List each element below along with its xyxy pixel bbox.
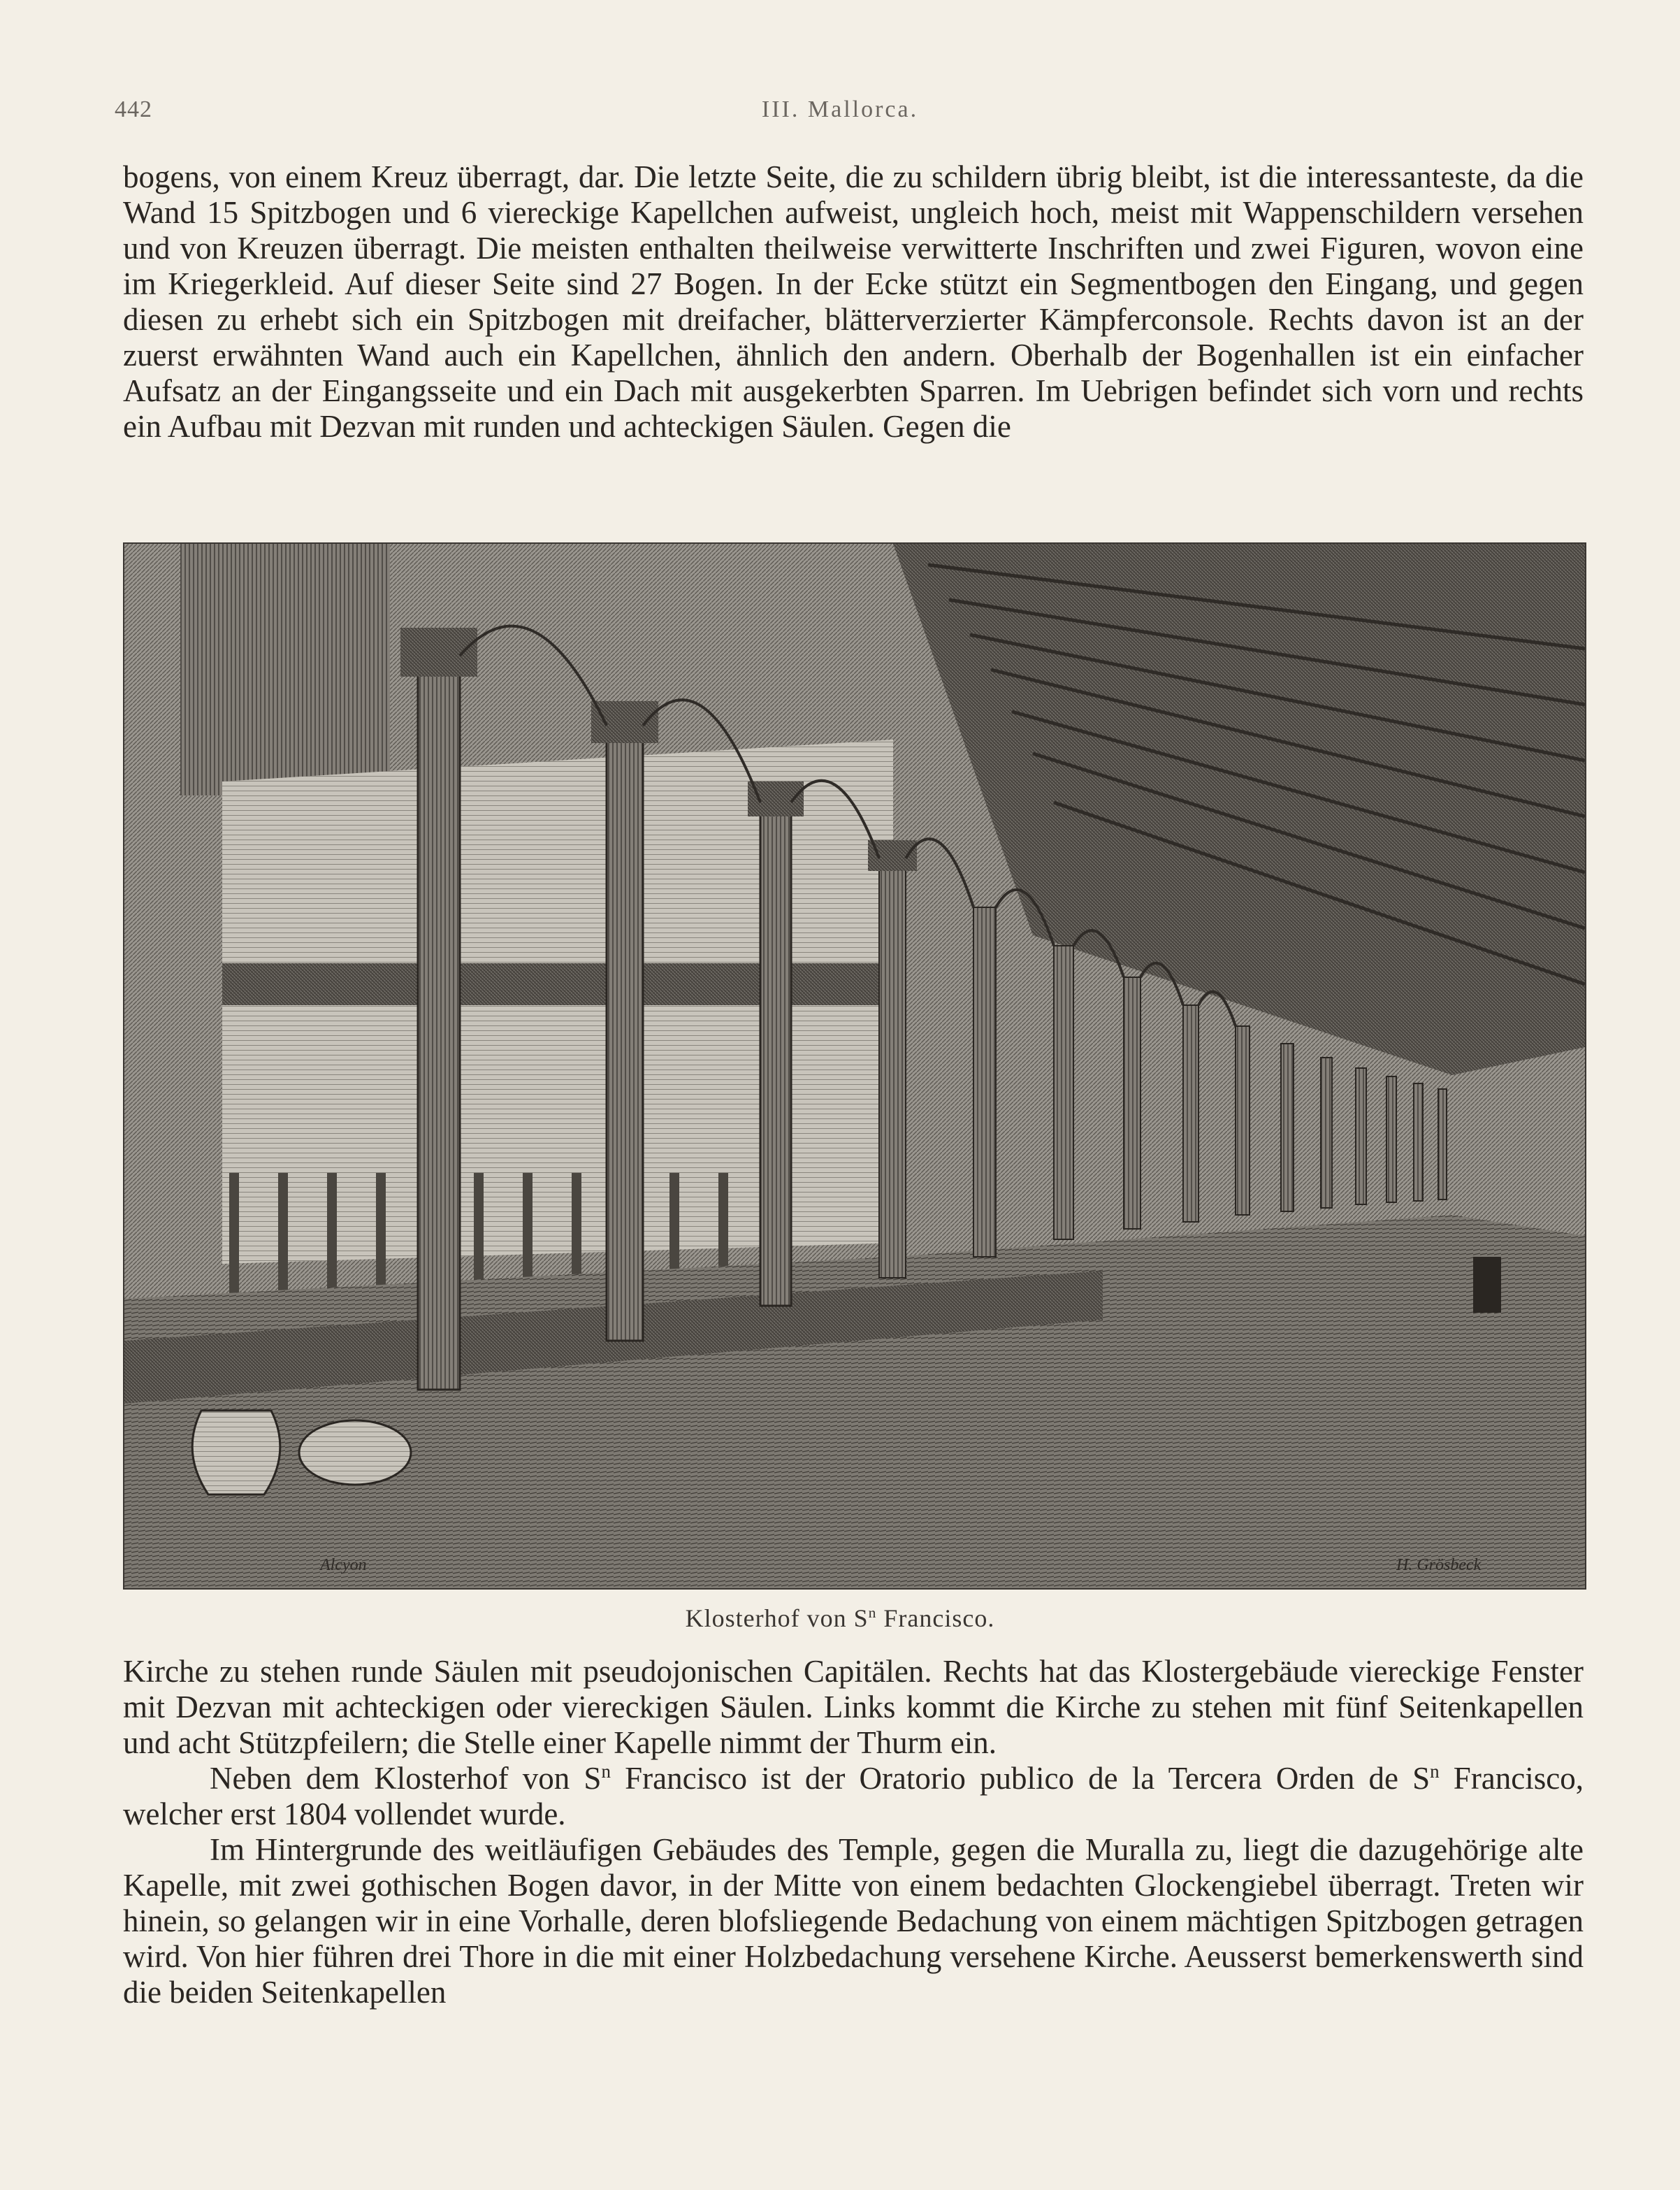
bottom-text-block: [123, 1654, 1584, 2010]
figure-caption: Klosterhof von $S^n$ Francisco.: [685, 1604, 995, 1632]
cloister-engraving: [124, 544, 1585, 1588]
chapter-title: III. Mallorca.: [761, 96, 919, 122]
upper-gallery-roof: [222, 963, 893, 1005]
paragraph: Im Hintergrunde des weitläufigen Gebäudes des Temple, gegen die Muralla zu, liegt die dazugehörige alte Kapelle, mit zwei gothischen Bogen davor, in der Mitte von einem bedachten Glockengiebel überragt. Treten wir hinein, so gelangen wir in eine Vorhalle, deren blofsliegende Bedachung von einem mächtigen Spitzbogen getragen wird. Von hier führen drei Thore in die mit einer Holzbedachung versehene Kirche. Aeusserst bemerkenswerth sind die beiden Seitenkapellen: [123, 1832, 1584, 2010]
paragraph: Kirche zu stehen runde Säulen mit pseudojonischen Capitälen. Rechts hat das Klostergebäude viereckige Fenster mit Dezvan mit achteckigen oder viereckigen Säulen. Links kommt die Kirche zu stehen mit fünf Seitenkapellen und acht Stützpfeilern; die Stelle einer Kapelle nimmt der Thurm ein.: [123, 1654, 1584, 1760]
engraver-signature-right: H. Grösbeck: [1396, 1556, 1482, 1574]
engraver-signature-left: Alcyon: [320, 1556, 367, 1574]
engraving-illustration: [123, 542, 1586, 1590]
page-number: 442: [115, 96, 152, 122]
paragraph: bogens, von einem Kreuz überragt, dar. Die letzte Seite, die zu schildern übrig bleibt, ist die interessanteste, da die Wand 15 Spitzbogen und 6 viereckige Kapellchen aufweist, ungleich hoch, meist mit Wappenschildern versehen und von Kreuzen überragt. Die meisten enthalten theilweise verwitterte Inschriften und zwei Figuren, wovon eine im Kriegerkleid. Auf dieser Seite sind 27 Bogen. In der Ecke stützt ein Segmentbogen den Eingang, und gegen diesen zu erhebt sich ein Spitzbogen mit dreifacher, blätterverzierter Kämpferconsole. Rechts davon ist an der zuerst erwähnten Wand auch ein Kapellchen, ähnlich den andern. Oberhalb der Bogenhallen ist ein einfacher Aufsatz an der Eingangsseite und ein Dach mit ausgekerbten Sparren. Im Uebrigen befindet sich vorn und rechts ein Aufbau mit Dezvan mit runden und achteckigen Säulen. Gegen die: [123, 159, 1584, 444]
running-head: [115, 96, 1565, 131]
paragraph: Neben dem Klosterhof von $S^n$ Francisco ist der Oratorio publico de la Tercera Orden de $S^n$ Francisco, welcher erst 1804 vollendet wurde.: [123, 1761, 1584, 1831]
top-text-block: [123, 159, 1584, 445]
basket: [299, 1420, 411, 1485]
clay-jug: [192, 1411, 280, 1494]
corner-doorway: [1473, 1257, 1501, 1313]
church-tower: [180, 544, 390, 795]
